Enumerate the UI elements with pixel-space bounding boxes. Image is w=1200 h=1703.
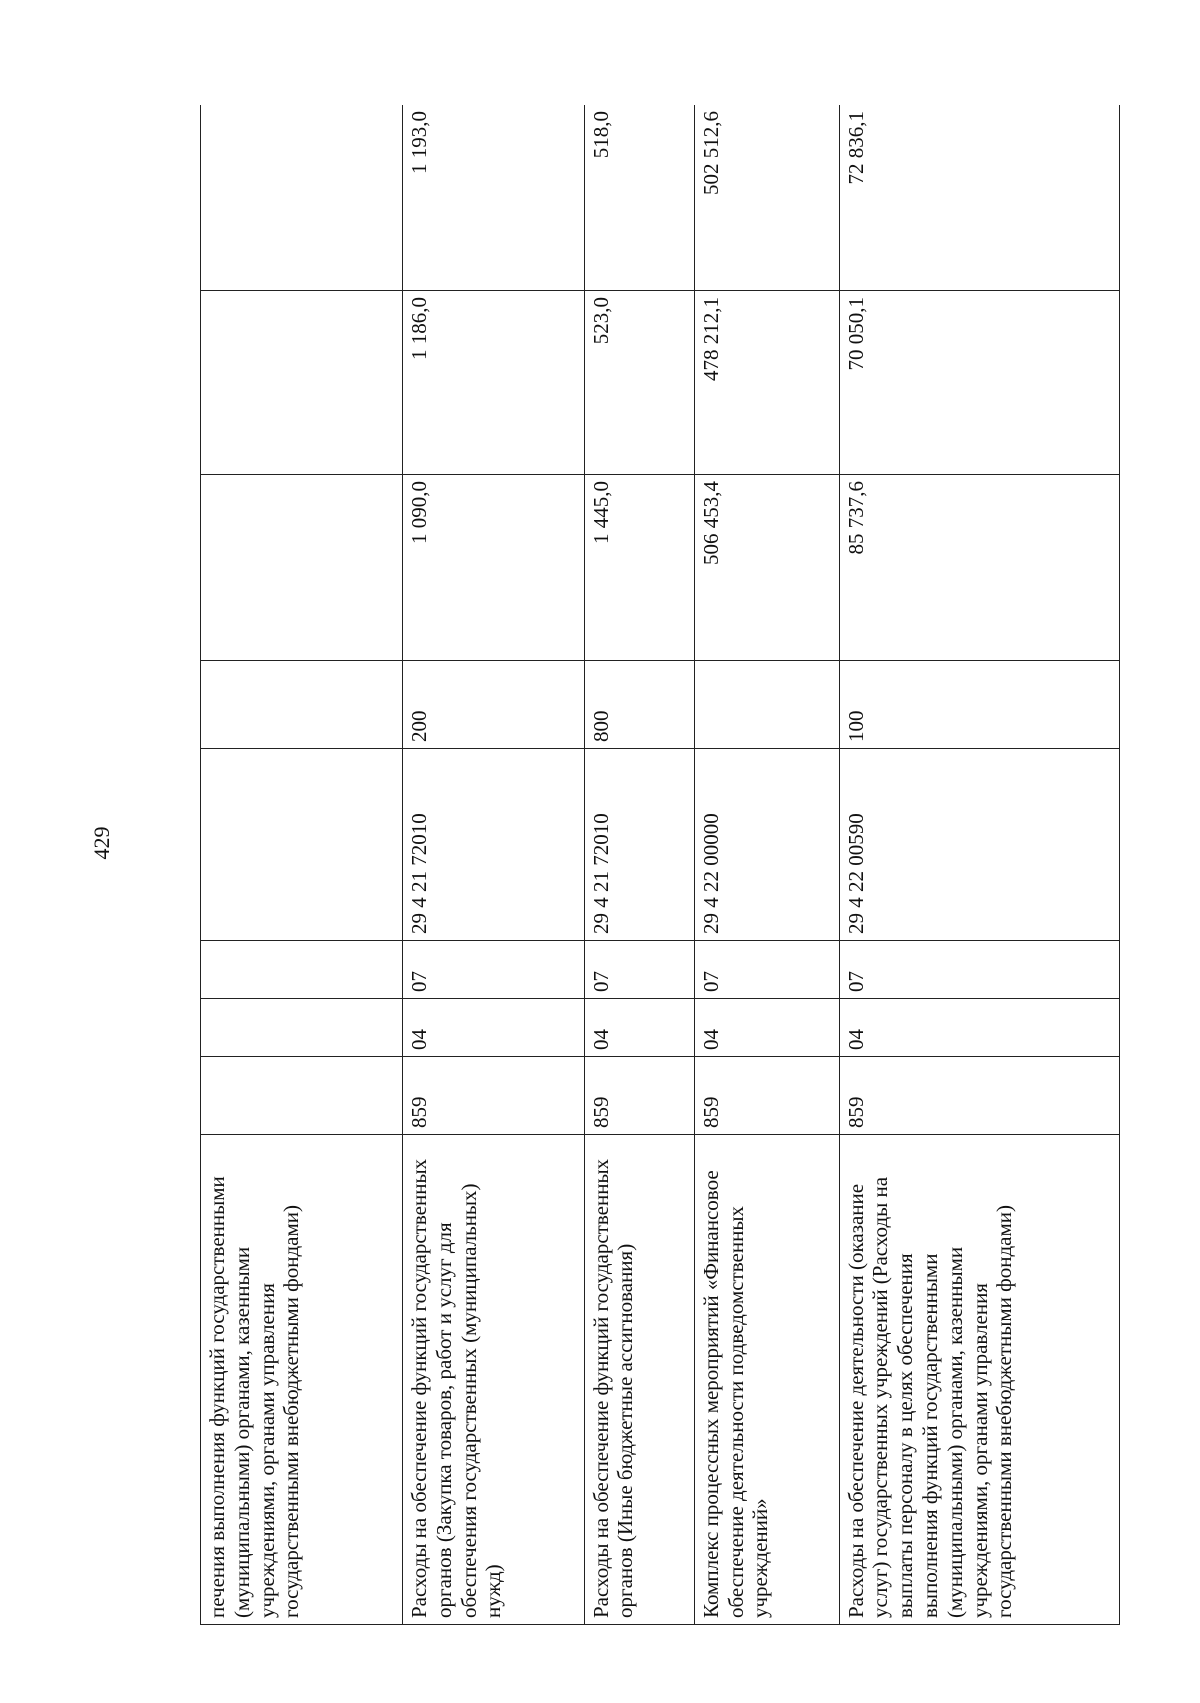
- row-name: Расходы на обеспечение функций государственных органов (Закупка товаров, работ и услуг для обеспечения государственных (муниципальных) нужд): [403, 1135, 585, 1625]
- amount-year-3: 502 512,6: [694, 105, 839, 291]
- amount-year-1: 1 445,0: [584, 475, 694, 661]
- budget-table-sheet: [200, 105, 1120, 1625]
- subsection-code: 07: [694, 941, 839, 999]
- target-code: 29 4 22 00000: [694, 749, 839, 941]
- row-name: печения выполнения функций государственными (муниципальными) органами, казенными учреждениями, органами управления государственными внебюджетными фондами): [201, 1135, 403, 1625]
- target-code: 29 4 21 72010: [584, 749, 694, 941]
- amount-year-1: 1 090,0: [403, 475, 585, 661]
- admin-code: 859: [694, 1057, 839, 1135]
- amount-year-2: 523,0: [584, 291, 694, 475]
- subsection-code: [201, 941, 403, 999]
- amount-year-2: 1 186,0: [403, 291, 585, 475]
- admin-code: [201, 1057, 403, 1135]
- amount-year-2: [201, 291, 403, 475]
- amount-year-2: 70 050,1: [839, 291, 1119, 475]
- table-row: [403, 105, 585, 1625]
- section-code: 04: [839, 999, 1119, 1057]
- table-row: [694, 105, 839, 1625]
- expense-type-code: 100: [839, 661, 1119, 749]
- table-row: [201, 105, 403, 1625]
- target-code: 29 4 21 72010: [403, 749, 585, 941]
- subsection-code: 07: [839, 941, 1119, 999]
- section-code: 04: [403, 999, 585, 1057]
- section-code: [201, 999, 403, 1057]
- admin-code: 859: [403, 1057, 585, 1135]
- amount-year-2: 478 212,1: [694, 291, 839, 475]
- admin-code: 859: [584, 1057, 694, 1135]
- amount-year-3: 518,0: [584, 105, 694, 291]
- amount-year-3: [201, 105, 403, 291]
- expense-type-code: 200: [403, 661, 585, 749]
- budget-table: [200, 105, 1120, 1625]
- page-number: 429: [89, 826, 114, 860]
- target-code: [201, 749, 403, 941]
- table-row: [584, 105, 694, 1625]
- amount-year-1: 85 737,6: [839, 475, 1119, 661]
- budget-table-rotated: [200, 105, 1120, 1625]
- expense-type-code: [694, 661, 839, 749]
- section-code: 04: [694, 999, 839, 1057]
- section-code: 04: [584, 999, 694, 1057]
- amount-year-1: [201, 475, 403, 661]
- row-name: Расходы на обеспечение функций государственных органов (Иные бюджетные ассигнования): [584, 1135, 694, 1625]
- admin-code: 859: [839, 1057, 1119, 1135]
- table-row: [839, 105, 1119, 1625]
- target-code: 29 4 22 00590: [839, 749, 1119, 941]
- row-name: Комплекс процессных мероприятий «Финансовое обеспечение деятельности подведомственных учреждений»: [694, 1135, 839, 1625]
- row-name: Расходы на обеспечение деятельности (оказание услуг) государственных учреждений (Расходы на выплаты персоналу в целях обеспечения выполнения функций государственными (муниципальными) органами, казенными учреждениями, органами управления государственными внебюджетными фондами): [839, 1135, 1119, 1625]
- amount-year-1: 506 453,4: [694, 475, 839, 661]
- expense-type-code: [201, 661, 403, 749]
- amount-year-3: 72 836,1: [839, 105, 1119, 291]
- expense-type-code: 800: [584, 661, 694, 749]
- subsection-code: 07: [403, 941, 585, 999]
- amount-year-3: 1 193,0: [403, 105, 585, 291]
- subsection-code: 07: [584, 941, 694, 999]
